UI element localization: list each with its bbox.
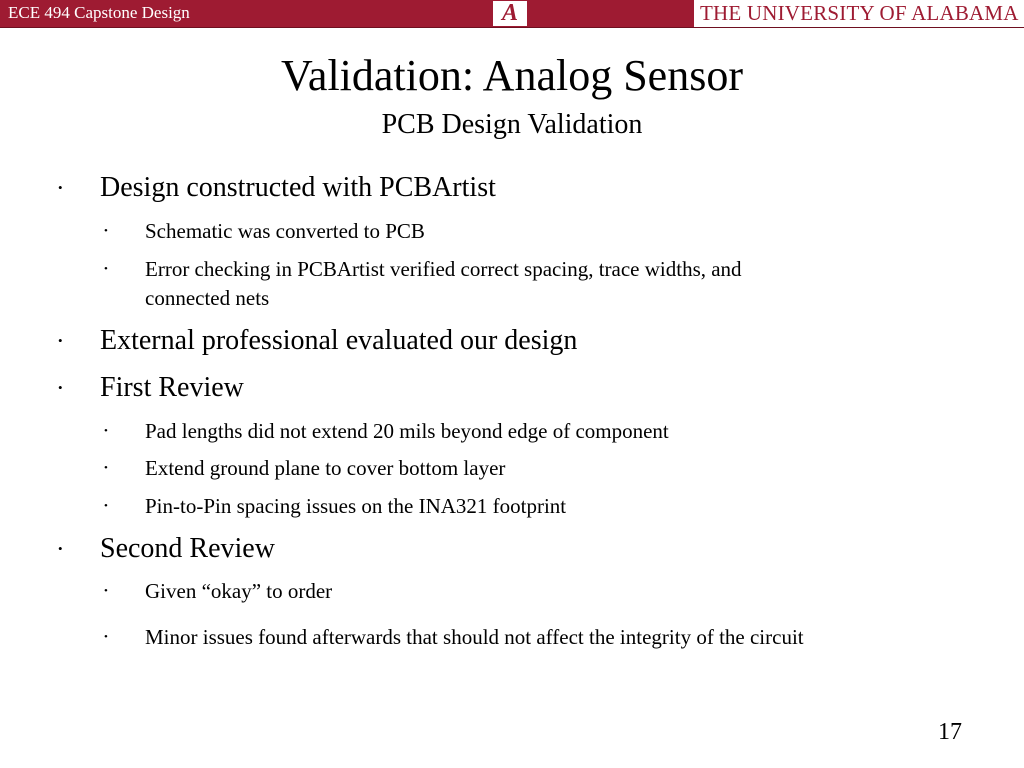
bullet-text: Design constructed with PCBArtist [100,172,496,203]
sub-bullet-dot-icon: • [104,631,108,643]
sub-bullet-text: Schematic was converted to PCB [145,219,425,243]
sub-bullet-dot-icon: • [104,462,108,474]
university-name: THE UNIVERSITY OF ALABAMA [700,1,1019,25]
sub-bullet-text: Pin-to-Pin spacing issues on the INA321 footprint [145,494,567,518]
course-name: ECE 494 Capstone Design [8,3,190,22]
bullet-dot-icon: • [58,333,63,348]
sub-bullet-text: Error checking in PCBArtist verified correct spacing, trace widths, and [145,257,742,281]
bullet-dot-icon: • [58,380,63,395]
sub-bullet-text-continued: connected nets [145,286,270,310]
sub-bullet-dot-icon: • [104,585,108,597]
bullet-dot-icon: • [58,180,63,195]
bullet-text: Second Review [100,533,275,564]
sub-bullet-dot-icon: • [104,263,108,275]
logo-letter: A [501,0,518,26]
page-number: 17 [938,719,962,745]
sub-bullet-dot-icon: • [104,425,108,437]
sub-bullet-text: Extend ground plane to cover bottom layer [145,456,506,480]
sub-bullet-text: Pad lengths did not extend 20 mils beyond edge of component [145,419,669,443]
slide-subtitle: PCB Design Validation [381,109,643,140]
sub-bullet-dot-icon: • [104,500,108,512]
sub-bullet-text: Given “okay” to order [145,579,333,603]
sub-bullet-text: Minor issues found afterwards that should not affect the integrity of the circuit [145,625,804,649]
bullet-text: First Review [100,372,244,403]
sub-bullet-dot-icon: • [104,225,108,237]
bullet-dot-icon: • [58,541,63,556]
bullet-text: External professional evaluated our design [100,325,578,356]
slide-title: Validation: Analog Sensor [281,51,743,100]
